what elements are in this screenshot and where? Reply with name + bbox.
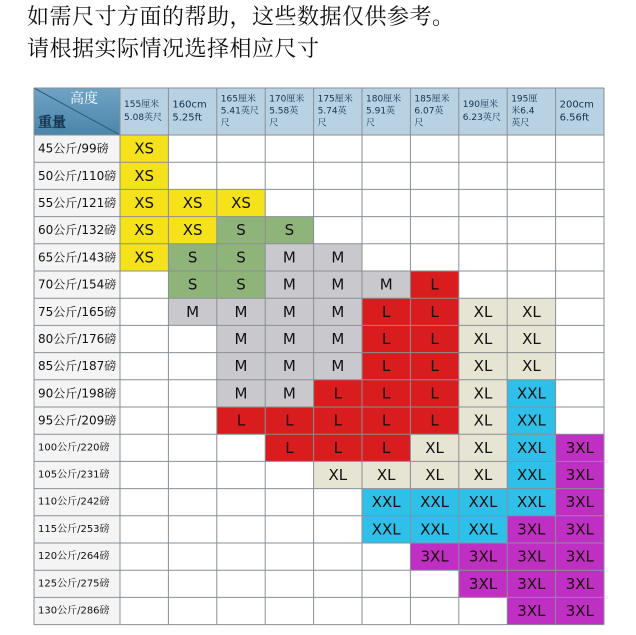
size-label-r5-c4: M: [331, 275, 345, 294]
size-label-r9-c4: L: [333, 384, 342, 403]
size-label-r15-c8: 3XL: [517, 547, 546, 566]
size-label-r8-c8: XL: [522, 357, 541, 376]
size-label-r7-c8: XL: [522, 330, 541, 348]
size-label-r3-c0: XS: [134, 221, 155, 240]
size-label-r6-c2: M: [234, 302, 248, 321]
size-label-r11-c8: XXL: [516, 438, 546, 457]
weight-label-8: 85公斤/187磅: [38, 359, 117, 374]
size-label-r13-c8: XXL: [516, 493, 546, 512]
weight-label-13: 110公斤/242磅: [38, 496, 110, 508]
size-label-r8-c6: L: [430, 357, 439, 376]
help-notice-line-1: 如需尺寸方面的帮助，这些数据仅供参考。: [27, 5, 455, 30]
weight-label-1: 50公斤/110磅: [38, 168, 117, 183]
size-label-r6-c5: L: [382, 302, 391, 321]
height-header-4-line-0: 175厘米: [317, 94, 353, 105]
size-label-r5-c5: M: [379, 275, 393, 294]
weight-label-2: 55公斤/121磅: [38, 196, 117, 210]
size-label-r4-c4: M: [331, 248, 345, 267]
weight-label-11: 100公斤/220磅: [38, 442, 110, 454]
size-label-r7-c2: M: [234, 330, 248, 348]
height-header-0-line-1: 5.08英尺: [124, 113, 163, 123]
size-label-r7-c7: XL: [473, 330, 493, 348]
size-label-r11-c6: XL: [425, 438, 444, 457]
height-header-2-line-0: 165厘米: [220, 94, 256, 105]
size-label-r6-c4: M: [331, 302, 345, 321]
size-label-r12-c7: XL: [473, 466, 493, 484]
size-label-r5-c6: L: [430, 275, 439, 294]
size-label-r11-c4: L: [333, 438, 342, 457]
height-header-5-line-1: 5.91英: [366, 106, 396, 117]
size-label-r12-c4: XL: [328, 466, 348, 484]
size-label-r16-c9: 3XL: [565, 574, 594, 593]
height-header-5-line-2: 尺: [366, 118, 376, 129]
size-label-r5-c2: S: [236, 275, 246, 294]
weight-label-7: 80公斤/176磅: [38, 332, 117, 346]
weight-label-9: 90公斤/198磅: [38, 386, 117, 401]
size-label-r10-c6: L: [430, 411, 439, 430]
height-header-3-line-1: 5.58英: [269, 106, 299, 117]
height-header-8-line-0: 195厘: [511, 94, 538, 105]
size-label-r2-c0: XS: [134, 194, 155, 212]
size-label-r11-c3: L: [285, 438, 294, 457]
size-label-r5-c1: S: [187, 275, 198, 294]
size-label-r14-c8: 3XL: [517, 520, 546, 539]
height-header-8-line-2: 英尺: [511, 118, 530, 129]
size-label-r12-c6: XL: [425, 466, 444, 484]
height-header-1-line-0: 160cm: [172, 99, 207, 111]
height-header-6-line-0: 185厘米: [414, 94, 450, 105]
size-label-r17-c9: 3XL: [565, 602, 594, 620]
size-label-r10-c7: XL: [473, 411, 493, 430]
height-header-3-line-0: 170厘米: [269, 94, 305, 105]
size-label-r9-c6: L: [430, 384, 439, 403]
weight-label-3: 60公斤/132磅: [38, 223, 117, 238]
size-label-r6-c1: M: [186, 302, 200, 321]
height-header-7-line-1: 6.23英尺: [462, 113, 501, 123]
height-header-4-line-1: 5.74英: [317, 106, 347, 117]
height-header-6-line-2: 尺: [414, 118, 424, 129]
size-label-r3-c1: XS: [182, 221, 203, 240]
weight-label-17: 130公斤/286磅: [38, 605, 110, 617]
size-label-r12-c9: 3XL: [565, 466, 594, 484]
weight-label-10: 95公斤/209磅: [38, 413, 117, 428]
weight-label-12: 105公斤/231磅: [38, 469, 110, 481]
size-label-r13-c6: XXL: [420, 493, 450, 512]
weight-label-14: 115公斤/253磅: [38, 523, 110, 535]
size-label-r14-c6: XXL: [420, 520, 450, 539]
weight-label-15: 120公斤/264磅: [38, 551, 110, 563]
size-label-r4-c2: S: [236, 248, 246, 267]
size-label-r10-c2: L: [236, 411, 246, 430]
size-label-r17-c8: 3XL: [517, 602, 546, 620]
size-label-r4-c3: M: [282, 248, 296, 267]
height-header-9-line-1: 6.56ft: [559, 112, 590, 124]
size-label-r8-c4: M: [331, 357, 345, 376]
size-label-r15-c7: 3XL: [468, 547, 498, 566]
size-label-r0-c0: XS: [134, 139, 155, 158]
size-label-r14-c5: XXL: [371, 520, 401, 539]
size-label-r12-c8: XXL: [516, 466, 546, 484]
corner-height-label: 高度: [70, 91, 98, 107]
size-label-r13-c9: 3XL: [565, 493, 594, 512]
size-label-r15-c9: 3XL: [565, 547, 594, 566]
size-label-r13-c7: XXL: [468, 493, 498, 512]
size-label-r4-c1: S: [187, 248, 198, 267]
size-label-r11-c9: 3XL: [565, 438, 594, 457]
size-label-r10-c3: L: [285, 411, 294, 430]
size-label-r6-c7: XL: [473, 302, 493, 321]
size-label-r7-c5: L: [382, 330, 391, 348]
size-label-r6-c3: M: [282, 302, 296, 321]
weight-label-5: 70公斤/154磅: [38, 277, 117, 292]
size-label-r12-c5: XL: [376, 466, 396, 484]
corner-weight-label: 重量: [38, 115, 66, 131]
size-label-r14-c7: XXL: [468, 520, 498, 539]
size-label-r5-c3: M: [282, 275, 296, 294]
size-label-r10-c5: L: [382, 411, 391, 430]
help-notice-line-2: 请根据实际情况选择相应尺寸: [27, 37, 320, 62]
size-label-r9-c7: XL: [473, 384, 493, 403]
size-label-r16-c7: 3XL: [468, 574, 498, 593]
size-label-r9-c2: M: [234, 384, 248, 403]
size-label-r7-c6: L: [430, 330, 439, 348]
size-label-r3-c3: S: [284, 221, 295, 240]
size-label-r11-c5: L: [382, 438, 391, 457]
size-label-r6-c6: L: [430, 302, 439, 321]
size-label-r8-c7: XL: [473, 357, 493, 376]
size-label-r4-c0: XS: [134, 248, 155, 267]
weight-label-4: 65公斤/143磅: [38, 250, 117, 265]
height-header-7-line-0: 190厘米: [462, 100, 498, 110]
size-label-r9-c3: M: [282, 384, 296, 403]
size-label-r13-c5: XXL: [371, 493, 401, 512]
size-label-r16-c8: 3XL: [517, 574, 546, 593]
height-header-0-line-0: 155厘米: [124, 100, 160, 110]
size-label-r10-c8: XXL: [516, 411, 546, 430]
height-header-6-line-1: 6.07英: [414, 106, 444, 117]
size-label-r8-c5: L: [382, 357, 391, 376]
size-label-r7-c4: M: [331, 330, 345, 348]
size-label-r8-c3: M: [282, 357, 296, 376]
size-label-r9-c5: L: [382, 384, 391, 403]
size-label-r2-c1: XS: [182, 194, 203, 212]
height-header-4-line-2: 尺: [317, 118, 327, 129]
weight-label-0: 45公斤/99磅: [38, 141, 109, 156]
size-label-r11-c7: XL: [473, 438, 493, 457]
height-header-1-line-1: 5.25ft: [172, 112, 202, 124]
weight-label-16: 125公斤/275磅: [38, 578, 110, 590]
size-label-r14-c9: 3XL: [565, 520, 594, 539]
size-label-r2-c2: XS: [231, 194, 251, 212]
size-label-r9-c8: XXL: [516, 384, 546, 403]
size-label-r6-c8: XL: [522, 302, 541, 321]
height-header-9-line-0: 200cm: [559, 99, 594, 111]
height-header-3-line-2: 尺: [269, 118, 279, 129]
size-label-r1-c0: XS: [134, 166, 155, 185]
height-header-5-line-0: 180厘米: [366, 94, 402, 105]
height-header-2-line-2: 尺: [220, 118, 230, 129]
height-header-8-line-1: 米6.4: [511, 106, 535, 117]
size-label-r10-c4: L: [333, 411, 342, 430]
size-label-r8-c2: M: [234, 357, 248, 376]
size-label-r7-c3: M: [282, 330, 296, 348]
size-label-r3-c2: S: [236, 221, 246, 240]
height-header-2-line-1: 5.41英尺: [220, 106, 259, 117]
weight-label-6: 75公斤/165磅: [38, 304, 117, 319]
size-label-r15-c6: 3XL: [420, 547, 449, 566]
